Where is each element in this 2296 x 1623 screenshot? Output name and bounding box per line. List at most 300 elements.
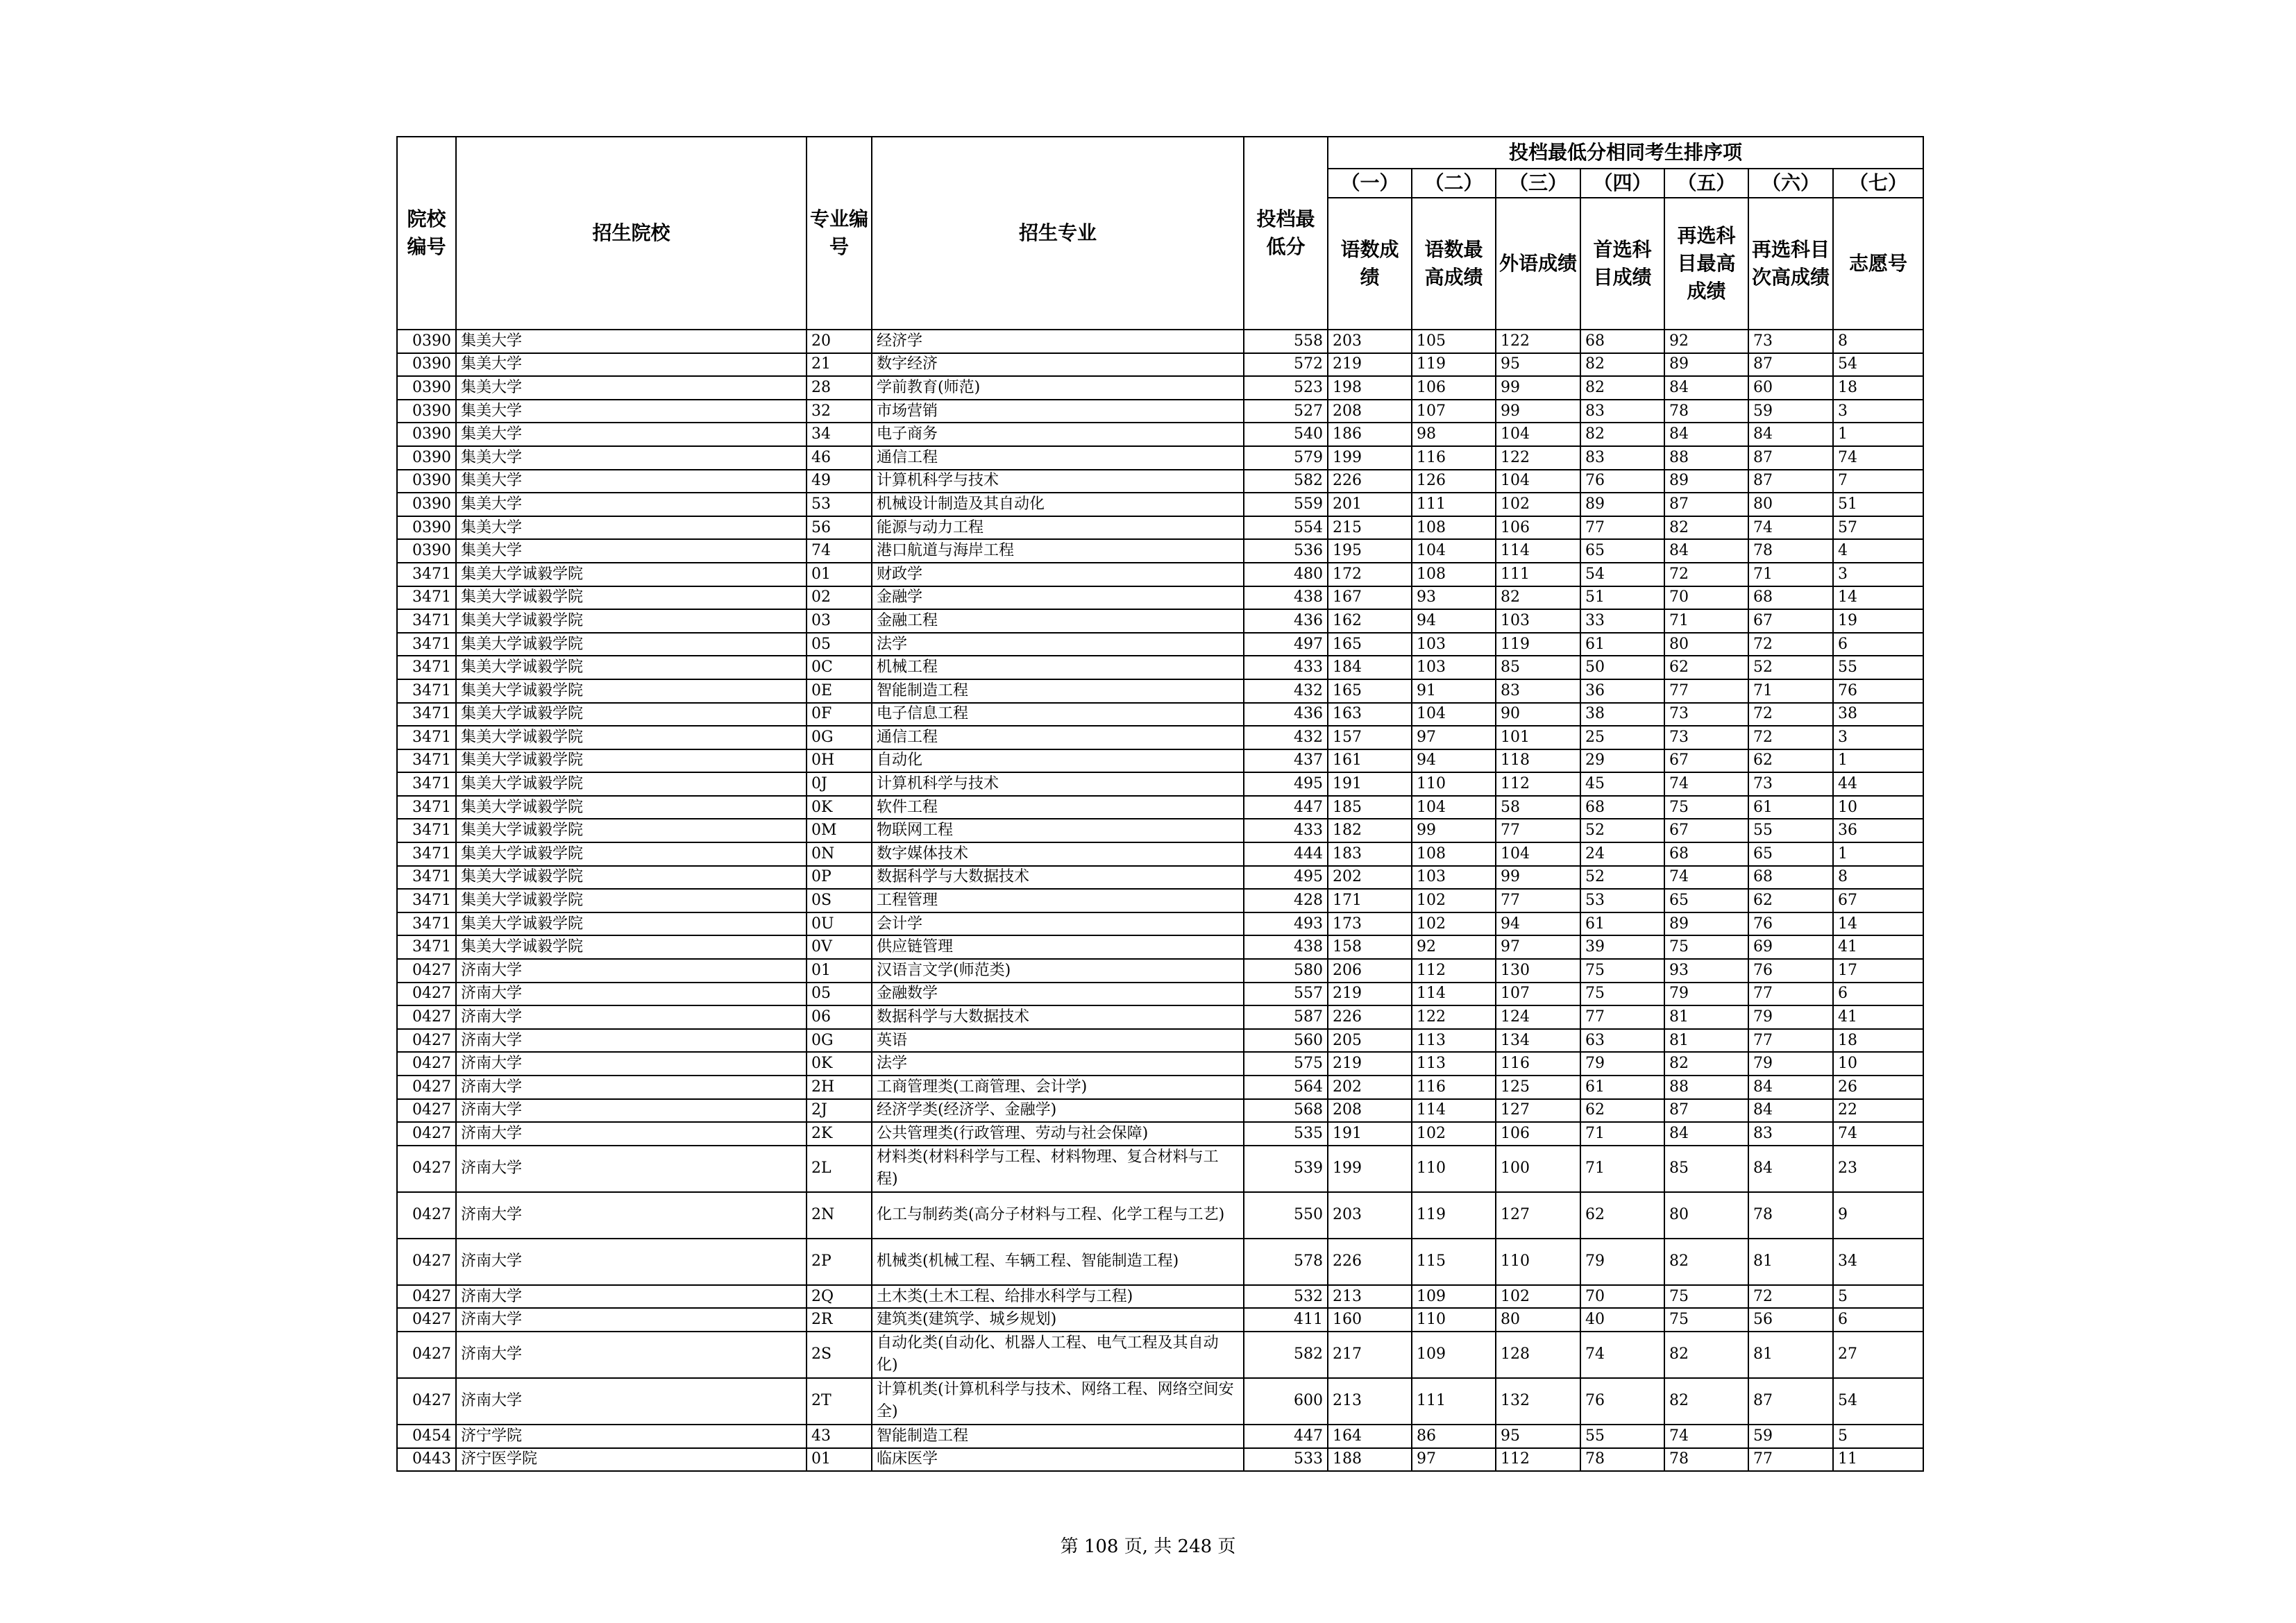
first-subject-cell: 75 (1580, 983, 1664, 1006)
school-name-cell: 集美大学诚毅学院 (456, 656, 807, 679)
second-subject-max-cell: 65 (1664, 889, 1748, 912)
major-code-cell: 2N (807, 1192, 872, 1239)
major-code-cell: 05 (807, 983, 872, 1006)
chinese-math-cell: 203 (1328, 1192, 1412, 1239)
chinese-math-cell: 157 (1328, 726, 1412, 749)
table-row (397, 423, 1923, 446)
major-name-cell: 化工与制药类(高分子材料与工程、化学工程与工艺) (872, 1192, 1244, 1239)
school-code-cell: 0390 (397, 539, 456, 563)
major-code-cell: 56 (807, 516, 872, 540)
major-code-cell: 2S (807, 1332, 872, 1378)
foreign-lang-cell: 58 (1496, 796, 1580, 819)
first-subject-cell: 61 (1580, 912, 1664, 936)
chinese-math-max-cell: 119 (1412, 353, 1496, 377)
second-subject-max-cell: 92 (1664, 330, 1748, 353)
table-row (397, 1285, 1923, 1309)
second-subject-next-cell: 77 (1748, 1448, 1833, 1472)
preference-number-cell: 3 (1833, 563, 1923, 586)
school-code-cell: 0390 (397, 516, 456, 540)
second-subject-max-cell: 70 (1664, 586, 1748, 610)
school-name-cell: 集美大学诚毅学院 (456, 703, 807, 726)
chinese-math-max-cell: 107 (1412, 400, 1496, 423)
foreign-lang-cell: 106 (1496, 1122, 1580, 1146)
major-code-cell: 20 (807, 330, 872, 353)
school-name-cell: 济南大学 (456, 1122, 807, 1146)
table-row (397, 772, 1923, 796)
preference-number-cell: 1 (1833, 842, 1923, 866)
school-code-cell: 0454 (397, 1425, 456, 1448)
major-name-cell: 经济学 (872, 330, 1244, 353)
major-name-cell: 金融学 (872, 586, 1244, 610)
table-row (397, 1308, 1923, 1332)
preference-number-cell: 74 (1833, 446, 1923, 470)
foreign-lang-cell: 127 (1496, 1192, 1580, 1239)
major-name-cell: 法学 (872, 1052, 1244, 1076)
foreign-lang-cell: 116 (1496, 1052, 1580, 1076)
first-subject-cell: 50 (1580, 656, 1664, 679)
preference-number-cell: 36 (1833, 819, 1923, 842)
major-name-cell: 临床医学 (872, 1448, 1244, 1472)
foreign-lang-cell: 112 (1496, 1448, 1580, 1472)
school-name-cell: 济南大学 (456, 1285, 807, 1309)
second-subject-next-cell: 71 (1748, 563, 1833, 586)
major-code-cell: 01 (807, 959, 872, 983)
sub-label-header: 再选科目最高成绩 (1664, 198, 1748, 330)
chinese-math-max-cell: 108 (1412, 842, 1496, 866)
table-row (397, 539, 1923, 563)
min-score-cell: 558 (1244, 330, 1328, 353)
preference-number-cell: 5 (1833, 1285, 1923, 1309)
table-row (397, 912, 1923, 936)
second-subject-next-cell: 68 (1748, 866, 1833, 890)
second-subject-max-cell: 88 (1664, 1076, 1748, 1099)
min-score-cell: 447 (1244, 1425, 1328, 1448)
chinese-math-cell: 208 (1328, 400, 1412, 423)
school-name-cell: 济南大学 (456, 1378, 807, 1425)
major-name-cell: 智能制造工程 (872, 679, 1244, 703)
major-name-cell: 建筑类(建筑学、城乡规划) (872, 1308, 1244, 1332)
min-score-cell: 578 (1244, 1239, 1328, 1285)
first-subject-cell: 75 (1580, 959, 1664, 983)
min-score-cell: 497 (1244, 633, 1328, 656)
major-name-cell: 计算机类(计算机科学与技术、网络工程、网络空间安全) (872, 1378, 1244, 1425)
chinese-math-max-cell: 109 (1412, 1285, 1496, 1309)
table-row (397, 842, 1923, 866)
school-code-cell: 0427 (397, 983, 456, 1006)
table-row (397, 1425, 1923, 1448)
school-name-cell: 集美大学 (456, 493, 807, 516)
second-subject-next-cell: 69 (1748, 935, 1833, 959)
major-name-cell: 供应链管理 (872, 935, 1244, 959)
chinese-math-max-cell: 91 (1412, 679, 1496, 703)
major-name-cell: 法学 (872, 633, 1244, 656)
table-row (397, 796, 1923, 819)
chinese-math-cell: 199 (1328, 446, 1412, 470)
chinese-math-cell: 164 (1328, 1425, 1412, 1448)
school-code-cell: 0427 (397, 1029, 456, 1053)
school-code-cell: 3471 (397, 609, 456, 633)
table-row (397, 983, 1923, 1006)
second-subject-next-cell: 78 (1748, 1192, 1833, 1239)
second-subject-next-cell: 80 (1748, 493, 1833, 516)
table-row (397, 376, 1923, 400)
chinese-math-max-cell: 116 (1412, 446, 1496, 470)
chinese-math-cell: 160 (1328, 1308, 1412, 1332)
foreign-lang-cell: 119 (1496, 633, 1580, 656)
chinese-math-cell: 206 (1328, 959, 1412, 983)
school-name-cell: 济南大学 (456, 1029, 807, 1053)
major-name-cell: 经济学类(经济学、金融学) (872, 1099, 1244, 1123)
major-code-cell: 05 (807, 633, 872, 656)
second-subject-next-cell: 59 (1748, 400, 1833, 423)
major-code-cell: 2J (807, 1099, 872, 1123)
major-name-cell: 材料类(材料科学与工程、材料物理、复合材料与工程) (872, 1146, 1244, 1192)
school-name-cell: 集美大学诚毅学院 (456, 912, 807, 936)
major-code-cell: 32 (807, 400, 872, 423)
school-name-cell: 集美大学诚毅学院 (456, 609, 807, 633)
min-score-cell: 564 (1244, 1076, 1328, 1099)
chinese-math-cell: 183 (1328, 842, 1412, 866)
min-score-cell: 540 (1244, 423, 1328, 446)
major-name-cell: 市场营销 (872, 400, 1244, 423)
chinese-math-cell: 167 (1328, 586, 1412, 610)
first-subject-cell: 53 (1580, 889, 1664, 912)
preference-number-cell: 27 (1833, 1332, 1923, 1378)
school-name-cell: 集美大学 (456, 539, 807, 563)
table-row (397, 1122, 1923, 1146)
major-name-cell: 学前教育(师范) (872, 376, 1244, 400)
school-code-cell: 3471 (397, 935, 456, 959)
table-row (397, 819, 1923, 842)
school-name-cell: 集美大学诚毅学院 (456, 726, 807, 749)
chinese-math-max-cell: 104 (1412, 796, 1496, 819)
foreign-lang-cell: 99 (1496, 376, 1580, 400)
table-row (397, 400, 1923, 423)
major-code-cell: 0P (807, 866, 872, 890)
major-name-cell: 电子信息工程 (872, 703, 1244, 726)
chinese-math-max-cell: 110 (1412, 772, 1496, 796)
second-subject-max-cell: 80 (1664, 1192, 1748, 1239)
second-subject-next-cell: 84 (1748, 1099, 1833, 1123)
major-code-cell: 28 (807, 376, 872, 400)
second-subject-max-cell: 82 (1664, 1239, 1748, 1285)
foreign-lang-cell: 104 (1496, 842, 1580, 866)
school-code-cell: 0427 (397, 959, 456, 983)
major-code-cell: 0G (807, 1029, 872, 1053)
foreign-lang-cell: 97 (1496, 935, 1580, 959)
chinese-math-cell: 161 (1328, 749, 1412, 773)
foreign-lang-cell: 124 (1496, 1005, 1580, 1029)
preference-number-cell: 18 (1833, 1029, 1923, 1053)
chinese-math-cell: 199 (1328, 1146, 1412, 1192)
school-name-cell: 济南大学 (456, 1332, 807, 1378)
min-score-cell: 432 (1244, 679, 1328, 703)
school-name-cell: 济宁医学院 (456, 1448, 807, 1472)
min-score-cell: 495 (1244, 866, 1328, 890)
major-code-cell: 06 (807, 1005, 872, 1029)
min-score-cell: 480 (1244, 563, 1328, 586)
second-subject-max-cell: 85 (1664, 1146, 1748, 1192)
second-subject-next-cell: 72 (1748, 1285, 1833, 1309)
second-subject-max-cell: 80 (1664, 633, 1748, 656)
chinese-math-max-cell: 98 (1412, 423, 1496, 446)
preference-number-cell: 34 (1833, 1239, 1923, 1285)
preference-number-cell: 38 (1833, 703, 1923, 726)
school-name-cell: 济南大学 (456, 1099, 807, 1123)
table-row (397, 889, 1923, 912)
second-subject-next-cell: 73 (1748, 330, 1833, 353)
school-name-cell: 济宁学院 (456, 1425, 807, 1448)
min-score-cell: 550 (1244, 1192, 1328, 1239)
preference-number-cell: 3 (1833, 400, 1923, 423)
major-code-cell: 2H (807, 1076, 872, 1099)
school-name-cell: 集美大学 (456, 423, 807, 446)
chinese-math-max-cell: 97 (1412, 1448, 1496, 1472)
first-subject-cell: 79 (1580, 1052, 1664, 1076)
first-subject-cell: 83 (1580, 400, 1664, 423)
second-subject-max-cell: 67 (1664, 749, 1748, 773)
chinese-math-cell: 202 (1328, 866, 1412, 890)
foreign-lang-cell: 111 (1496, 563, 1580, 586)
chinese-math-cell: 185 (1328, 796, 1412, 819)
school-name-cell: 集美大学 (456, 446, 807, 470)
first-subject-cell: 62 (1580, 1192, 1664, 1239)
chinese-math-max-cell: 111 (1412, 493, 1496, 516)
school-name-cell: 集美大学诚毅学院 (456, 749, 807, 773)
first-subject-cell: 39 (1580, 935, 1664, 959)
preference-number-cell: 74 (1833, 1122, 1923, 1146)
first-subject-cell: 83 (1580, 446, 1664, 470)
chinese-math-cell: 219 (1328, 353, 1412, 377)
second-subject-next-cell: 81 (1748, 1332, 1833, 1378)
foreign-lang-cell: 95 (1496, 353, 1580, 377)
table-row (397, 353, 1923, 377)
chinese-math-max-cell: 92 (1412, 935, 1496, 959)
preference-number-cell: 14 (1833, 912, 1923, 936)
foreign-lang-cell: 125 (1496, 1076, 1580, 1099)
chinese-math-cell: 172 (1328, 563, 1412, 586)
chinese-math-cell: 205 (1328, 1029, 1412, 1053)
second-subject-max-cell: 73 (1664, 726, 1748, 749)
foreign-lang-cell: 99 (1496, 866, 1580, 890)
foreign-lang-cell: 110 (1496, 1239, 1580, 1285)
school-code-cell: 3471 (397, 679, 456, 703)
table-row (397, 516, 1923, 540)
second-subject-max-cell: 75 (1664, 1285, 1748, 1309)
major-code-cell: 0J (807, 772, 872, 796)
major-name-cell: 工商管理类(工商管理、会计学) (872, 1076, 1244, 1099)
sub-number-header: （二） (1412, 169, 1496, 198)
chinese-math-max-cell: 114 (1412, 1099, 1496, 1123)
table-row (397, 563, 1923, 586)
second-subject-next-cell: 87 (1748, 353, 1833, 377)
school-code-cell: 0427 (397, 1005, 456, 1029)
min-score-cell: 575 (1244, 1052, 1328, 1076)
second-subject-next-cell: 84 (1748, 1076, 1833, 1099)
school-code-cell: 0390 (397, 423, 456, 446)
major-code-cell: 02 (807, 586, 872, 610)
chinese-math-max-cell: 94 (1412, 749, 1496, 773)
tiebreak-group-header: 投档最低分相同考生排序项 (1328, 137, 1923, 169)
school-code-cell: 0427 (397, 1099, 456, 1123)
foreign-lang-cell: 106 (1496, 516, 1580, 540)
chinese-math-max-cell: 93 (1412, 586, 1496, 610)
second-subject-max-cell: 74 (1664, 1425, 1748, 1448)
second-subject-next-cell: 73 (1748, 772, 1833, 796)
major-code-cell: 0U (807, 912, 872, 936)
preference-number-cell: 4 (1833, 539, 1923, 563)
chinese-math-cell: 198 (1328, 376, 1412, 400)
chinese-math-max-cell: 111 (1412, 1378, 1496, 1425)
school-code-cell: 0427 (397, 1076, 456, 1099)
second-subject-next-cell: 84 (1748, 423, 1833, 446)
foreign-lang-cell: 77 (1496, 819, 1580, 842)
second-subject-max-cell: 79 (1664, 983, 1748, 1006)
major-code-cell: 21 (807, 353, 872, 377)
chinese-math-max-cell: 108 (1412, 516, 1496, 540)
chinese-math-cell: 208 (1328, 1099, 1412, 1123)
chinese-math-max-cell: 110 (1412, 1146, 1496, 1192)
preference-number-cell: 8 (1833, 330, 1923, 353)
min-score-cell: 535 (1244, 1122, 1328, 1146)
preference-number-cell: 54 (1833, 353, 1923, 377)
first-subject-cell: 68 (1580, 796, 1664, 819)
preference-number-cell: 57 (1833, 516, 1923, 540)
min-score-cell: 600 (1244, 1378, 1328, 1425)
foreign-lang-cell: 127 (1496, 1099, 1580, 1123)
second-subject-next-cell: 87 (1748, 470, 1833, 493)
school-name-cell: 济南大学 (456, 1076, 807, 1099)
min-score-cell: 557 (1244, 983, 1328, 1006)
table-row (397, 1052, 1923, 1076)
foreign-lang-cell: 94 (1496, 912, 1580, 936)
second-subject-next-cell: 59 (1748, 1425, 1833, 1448)
foreign-lang-cell: 90 (1496, 703, 1580, 726)
col-min-score-header: 投档最低分 (1244, 137, 1328, 330)
min-score-cell: 580 (1244, 959, 1328, 983)
second-subject-max-cell: 89 (1664, 353, 1748, 377)
chinese-math-cell: 165 (1328, 633, 1412, 656)
chinese-math-max-cell: 110 (1412, 1308, 1496, 1332)
min-score-cell: 582 (1244, 470, 1328, 493)
second-subject-max-cell: 74 (1664, 772, 1748, 796)
major-name-cell: 会计学 (872, 912, 1244, 936)
second-subject-next-cell: 84 (1748, 1146, 1833, 1192)
chinese-math-cell: 213 (1328, 1378, 1412, 1425)
preference-number-cell: 8 (1833, 866, 1923, 890)
school-name-cell: 集美大学诚毅学院 (456, 633, 807, 656)
second-subject-next-cell: 55 (1748, 819, 1833, 842)
foreign-lang-cell: 102 (1496, 1285, 1580, 1309)
chinese-math-cell: 188 (1328, 1448, 1412, 1472)
table-row (397, 866, 1923, 890)
school-code-cell: 0390 (397, 446, 456, 470)
chinese-math-max-cell: 103 (1412, 633, 1496, 656)
second-subject-max-cell: 75 (1664, 1308, 1748, 1332)
min-score-cell: 411 (1244, 1308, 1328, 1332)
second-subject-max-cell: 82 (1664, 516, 1748, 540)
first-subject-cell: 82 (1580, 353, 1664, 377)
preference-number-cell: 14 (1833, 586, 1923, 610)
second-subject-next-cell: 72 (1748, 726, 1833, 749)
first-subject-cell: 76 (1580, 1378, 1664, 1425)
second-subject-next-cell: 67 (1748, 609, 1833, 633)
second-subject-max-cell: 82 (1664, 1332, 1748, 1378)
preference-number-cell: 5 (1833, 1425, 1923, 1448)
min-score-cell: 532 (1244, 1285, 1328, 1309)
preference-number-cell: 44 (1833, 772, 1923, 796)
school-name-cell: 集美大学诚毅学院 (456, 819, 807, 842)
chinese-math-max-cell: 86 (1412, 1425, 1496, 1448)
col-school-header: 招生院校 (456, 137, 807, 330)
major-code-cell: 0E (807, 679, 872, 703)
chinese-math-max-cell: 105 (1412, 330, 1496, 353)
preference-number-cell: 76 (1833, 679, 1923, 703)
foreign-lang-cell: 102 (1496, 493, 1580, 516)
school-code-cell: 0390 (397, 470, 456, 493)
second-subject-max-cell: 89 (1664, 470, 1748, 493)
foreign-lang-cell: 77 (1496, 889, 1580, 912)
second-subject-max-cell: 72 (1664, 563, 1748, 586)
foreign-lang-cell: 130 (1496, 959, 1580, 983)
second-subject-next-cell: 77 (1748, 983, 1833, 1006)
foreign-lang-cell: 103 (1496, 609, 1580, 633)
school-name-cell: 集美大学诚毅学院 (456, 796, 807, 819)
chinese-math-cell: 215 (1328, 516, 1412, 540)
min-score-cell: 444 (1244, 842, 1328, 866)
second-subject-next-cell: 65 (1748, 842, 1833, 866)
second-subject-next-cell: 68 (1748, 586, 1833, 610)
sub-label-header: 志愿号 (1833, 198, 1923, 330)
school-name-cell: 集美大学诚毅学院 (456, 563, 807, 586)
first-subject-cell: 55 (1580, 1425, 1664, 1448)
school-name-cell: 济南大学 (456, 983, 807, 1006)
first-subject-cell: 63 (1580, 1029, 1664, 1053)
second-subject-max-cell: 84 (1664, 1122, 1748, 1146)
major-code-cell: 49 (807, 470, 872, 493)
school-code-cell: 0427 (397, 1308, 456, 1332)
chinese-math-cell: 191 (1328, 772, 1412, 796)
foreign-lang-cell: 82 (1496, 586, 1580, 610)
preference-number-cell: 1 (1833, 423, 1923, 446)
table-row (397, 1332, 1923, 1378)
preference-number-cell: 7 (1833, 470, 1923, 493)
first-subject-cell: 24 (1580, 842, 1664, 866)
second-subject-max-cell: 87 (1664, 493, 1748, 516)
second-subject-max-cell: 73 (1664, 703, 1748, 726)
school-code-cell: 3471 (397, 912, 456, 936)
school-name-cell: 集美大学 (456, 470, 807, 493)
major-code-cell: 2P (807, 1239, 872, 1285)
major-name-cell: 金融工程 (872, 609, 1244, 633)
sub-number-header: （一） (1328, 169, 1412, 198)
first-subject-cell: 33 (1580, 609, 1664, 633)
major-code-cell: 03 (807, 609, 872, 633)
first-subject-cell: 36 (1580, 679, 1664, 703)
min-score-cell: 554 (1244, 516, 1328, 540)
school-code-cell: 0427 (397, 1239, 456, 1285)
major-name-cell: 机械工程 (872, 656, 1244, 679)
second-subject-next-cell: 87 (1748, 446, 1833, 470)
major-code-cell: 2T (807, 1378, 872, 1425)
second-subject-next-cell: 60 (1748, 376, 1833, 400)
preference-number-cell: 26 (1833, 1076, 1923, 1099)
major-code-cell: 34 (807, 423, 872, 446)
second-subject-max-cell: 82 (1664, 1378, 1748, 1425)
major-name-cell: 机械设计制造及其自动化 (872, 493, 1244, 516)
school-code-cell: 0443 (397, 1448, 456, 1472)
min-score-cell: 568 (1244, 1099, 1328, 1123)
